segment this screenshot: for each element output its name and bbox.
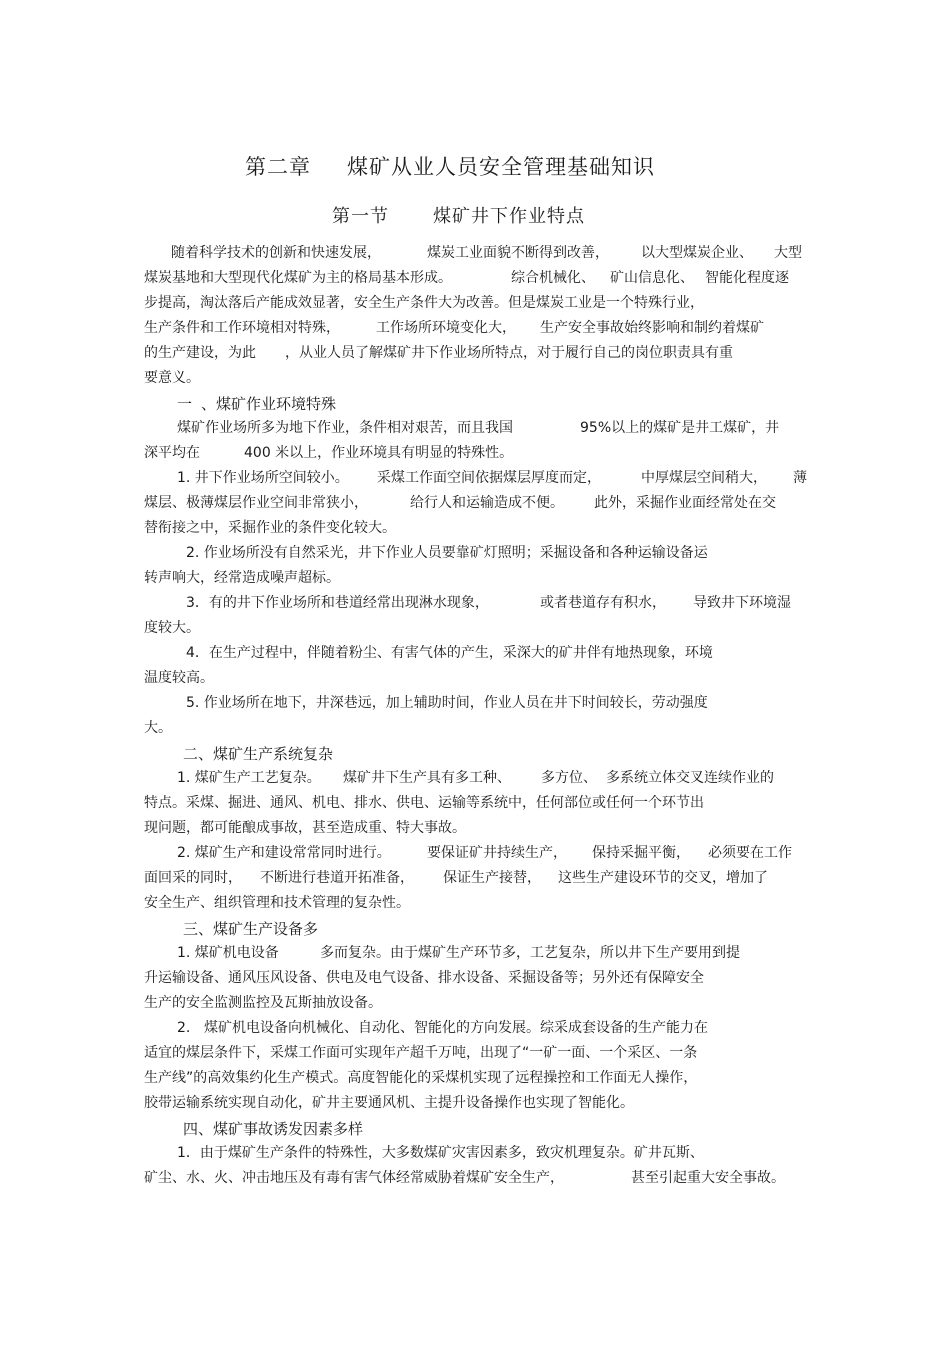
body-text-line-segment: 综合机械化、 <box>511 270 595 286</box>
body-text-line-segment: 煤矿机电设备向机械化、自动化、智能化的方向发展。综采成套设备的生产能力在 <box>204 1020 708 1036</box>
body-text-line-segment: 400 米以上，作业环境具有明显的特殊性。 <box>244 445 514 461</box>
chapter-title-line-segment: 煤矿从业人员安全管理基础知识 <box>347 155 655 179</box>
body-text-line-segment: 2. <box>177 1020 191 1036</box>
subsection-heading-line-segment: 三、煤矿生产设备多 <box>183 920 319 938</box>
body-text-line-segment: 5. 作业场所在地下，井深巷远，加上辅助时间，作业人员在井下时间较长，劳动强度 <box>186 695 708 711</box>
body-text-line-segment: 生产条件和工作环境相对特殊， <box>144 320 340 336</box>
body-text-line-segment: 要意义。 <box>144 370 200 386</box>
body-text-line-segment: 必须要在工作 <box>708 845 792 861</box>
body-text-line-segment: 适宜的煤层条件下，采煤工作面可实现年产超千万吨，出现了“一矿一面、一个采区、一条 <box>144 1045 698 1061</box>
body-text-line-segment: 2. 作业场所没有自然采光，井下作业人员要靠矿灯照明；采掘设备和各种运输设备运 <box>186 545 708 561</box>
body-text-line-segment: 4．在生产过程中，伴随着粉尘、有害气体的产生，采深大的矿井伴有地热现象，环境 <box>186 645 713 661</box>
body-text-line-segment: 生产线”的高效集约化生产模式。高度智能化的采煤机实现了远程操控和工作面无人操作， <box>144 1070 698 1086</box>
body-text-line-segment: 3．有的井下作业场所和巷道经常出现淋水现象， <box>186 595 489 611</box>
body-text-line-segment: 安全生产、组织管理和技术管理的复杂性。 <box>144 895 410 911</box>
body-text-line-segment: ，从业人员了解煤矿井下作业场所特点，对于履行自己的岗位职责具有重 <box>285 345 733 361</box>
body-text-line-segment: 大型 <box>774 245 802 261</box>
body-text-line-segment: 转声响大，经常造成噪声超标。 <box>144 570 340 586</box>
body-text-line-segment: 大。 <box>144 720 172 736</box>
body-text-line-segment: 中厚煤层空间稍大， <box>641 470 767 486</box>
body-text-line-segment: 智能化程度逐 <box>705 270 789 286</box>
subsection-heading-line-segment: 二、煤矿生产系统复杂 <box>183 745 334 763</box>
body-text-line-segment: 1. 煤矿生产工艺复杂。 <box>177 770 321 786</box>
chapter-title-line-segment: 第二章 <box>245 155 311 179</box>
body-text-line-segment: 要保证矿井持续生产， <box>427 845 567 861</box>
body-text-line-segment: 生产安全事故始终影响和制约着煤矿 <box>540 320 764 336</box>
body-text-line-segment: 2. 煤矿生产和建设常常同时进行。 <box>177 845 391 861</box>
body-text-line-segment: 升运输设备、通风压风设备、供电及电气设备、排水设备、采掘设备等；另外还有保障安全 <box>144 970 704 986</box>
section-title-line-segment: 第一节 <box>332 206 389 227</box>
section-title-line-segment: 煤矿井下作业特点 <box>433 206 585 227</box>
body-text-line-segment: 煤炭工业面貌不断得到改善， <box>427 245 609 261</box>
body-text-line-segment: 薄 <box>793 470 807 486</box>
body-text-line-segment: 多而复杂。由于煤矿生产环节多，工艺复杂，所以井下生产要用到提 <box>320 945 740 961</box>
body-text-line-segment: 工作场所环境变化大， <box>376 320 516 336</box>
body-text-line-segment: 1. 煤矿机电设备 <box>177 945 279 961</box>
body-text-line-segment: 以大型煤炭企业、 <box>641 245 753 261</box>
body-text-line-segment: 面回采的同时， <box>144 870 242 886</box>
body-text-line-segment: 步提高，淘汰落后产能成效显著，安全生产条件大为改善。但是煤炭工业是一个特殊行业， <box>144 295 704 311</box>
body-text-line-segment: 胶带运输系统实现自动化，矿井主要通风机、主提升设备操作也实现了智能化。 <box>144 1095 634 1111</box>
body-text-line-segment: 随着科学技术的创新和快速发展， <box>171 245 381 261</box>
body-text-line-segment: 这些生产建设环节的交叉，增加了 <box>558 870 768 886</box>
body-text-line-segment: 煤矿井下生产具有多工种、 <box>343 770 511 786</box>
body-text-line-segment: 甚至引起重大安全事故。 <box>631 1170 785 1186</box>
body-text-line-segment: 煤炭基地和大型现代化煤矿为主的格局基本形成。 <box>144 270 452 286</box>
body-text-line-segment: 保持采掘平衡， <box>592 845 690 861</box>
body-text-line-segment: 特点。采煤、掘进、通风、机电、排水、供电、运输等系统中，任何部位或任何一个环节出 <box>144 795 704 811</box>
body-text-line-segment: 95%以上的煤矿是井工煤矿，井 <box>580 420 780 436</box>
subsection-heading-line-segment: 一 <box>177 395 193 413</box>
body-text-line-segment: 保证生产接替， <box>443 870 541 886</box>
body-text-line-segment: 煤层、极薄煤层作业空间非常狭小， <box>144 495 368 511</box>
body-text-line-segment: 采煤工作面空间依据煤层厚度而定， <box>377 470 601 486</box>
body-text-line-segment: 导致井下环境湿 <box>693 595 791 611</box>
body-text-line-segment: 温度较高。 <box>144 670 214 686</box>
body-text-line-segment: 煤矿作业场所多为地下作业，条件相对艰苦，而且我国 <box>177 420 513 436</box>
body-text-line-segment: 此外，采掘作业面经常处在交 <box>594 495 776 511</box>
subsection-heading-line-segment: 、煤矿作业环境特殊 <box>201 395 337 413</box>
body-text-line-segment: 度较大。 <box>144 620 200 636</box>
body-text-line-segment: 或者巷道存有积水， <box>540 595 666 611</box>
body-text-line-segment: 给行人和运输造成不便。 <box>410 495 564 511</box>
body-text-line-segment: 矿尘、水、火、冲击地压及有毒有害气体经常威胁着煤矿安全生产， <box>144 1170 564 1186</box>
body-text-line-segment: 生产的安全监测监控及瓦斯抽放设备。 <box>144 995 382 1011</box>
body-text-line-segment: 深平均在 <box>144 445 200 461</box>
body-text-line-segment: 多系统立体交叉连续作业的 <box>606 770 774 786</box>
body-text-line-segment: 不断进行巷道开拓准备， <box>260 870 414 886</box>
body-text-line-segment: 1. 井下作业场所空间较小。 <box>177 470 349 486</box>
subsection-heading-line-segment: 四、煤矿事故诱发因素多样 <box>183 1120 364 1138</box>
body-text-line-segment: 现问题，都可能酿成事故，甚至造成重、特大事故。 <box>144 820 466 836</box>
body-text-line-segment: 的生产建设，为此 <box>144 345 256 361</box>
body-text-line-segment: 多方位、 <box>541 770 597 786</box>
body-text-line-segment: 替衔接之中，采掘作业的条件变化较大。 <box>144 520 396 536</box>
body-text-line-segment: 矿山信息化、 <box>610 270 694 286</box>
body-text-line-segment: 1．由于煤矿生产条件的特殊性，大多数煤矿灾害因素多，致灾机理复杂。矿井瓦斯、 <box>177 1145 704 1161</box>
